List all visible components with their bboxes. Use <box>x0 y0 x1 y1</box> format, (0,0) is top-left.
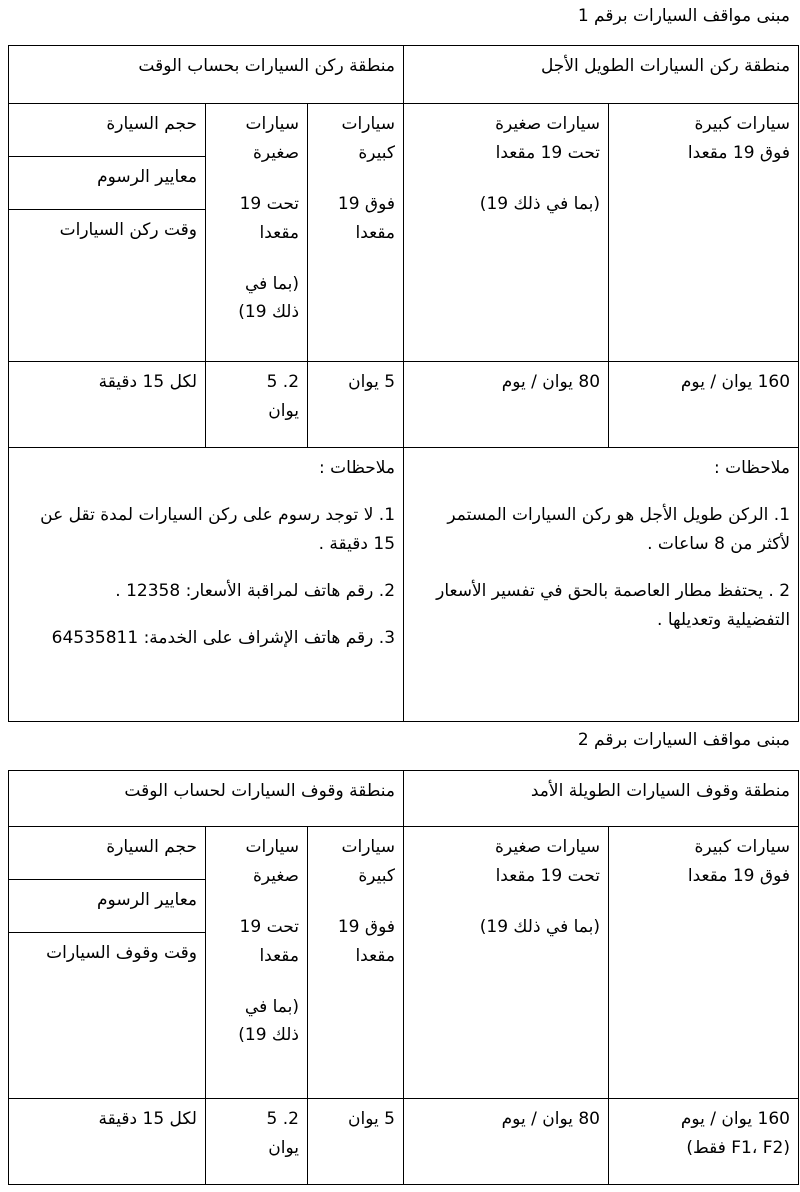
large-cars-hourly-l2: كبيرة <box>358 142 396 163</box>
notes-hourly-3: 3. رقم هاتف الإشراف على الخدمة: 64535811 <box>51 627 396 648</box>
small-cars-hourly-l2: صغيرة <box>252 865 299 886</box>
small-cars-hourly-l3: تحت 19 <box>239 916 299 937</box>
hourly-header: منطقة ركن السيارات بحساب الوقت <box>9 46 404 104</box>
price-large-long-l2: (F1، F2 فقط) <box>686 1137 790 1158</box>
price-per-time: لكل 15 دقيقة <box>9 1099 206 1185</box>
small-cars-long-incl: (بما في ذلك 19) <box>479 193 601 214</box>
large-cars-long-seats: فوق 19 مقعدا <box>687 865 790 886</box>
large-cars-hourly-l1: سيارات <box>341 837 395 857</box>
longterm-header: منطقة ركن السيارات الطويل الأجل <box>404 46 799 104</box>
notes-long <box>404 448 799 722</box>
small-cars-hourly-l2: صغيرة <box>252 142 300 163</box>
row-label-fees: معايير الرسوم <box>9 880 205 933</box>
small-cars-long-incl: (بما في ذلك 19) <box>479 916 600 937</box>
row-labels-cell <box>9 104 206 362</box>
row-label-size: حجم السيارة <box>9 104 205 157</box>
small-cars-long-seats: تحت 19 مقعدا <box>495 142 601 163</box>
small-cars-long-seats: تحت 19 مقعدا <box>495 865 600 886</box>
row-label-time: وقت وقوف السيارات <box>46 943 197 963</box>
row-labels-cell <box>9 827 206 1099</box>
hourly-header: منطقة وقوف السيارات لحساب الوقت <box>9 771 404 827</box>
notes-long-1: 1. الركن طويل الأجل هو ركن السيارات المستمر لأكثر من 8 ساعات . <box>447 504 791 554</box>
small-cars-hourly-l6: ذلك 19) <box>238 302 300 323</box>
notes-hourly-1: 1. لا توجد رسوم على ركن السيارات لمدة تقل عن 15 دقيقة . <box>40 504 396 554</box>
building1-table <box>8 45 799 722</box>
price-large-long: 160 يوان / يوم <box>609 362 799 448</box>
small-cars-long-cell <box>404 827 609 1099</box>
row-label-time: وقت ركن السيارات <box>59 220 198 240</box>
building2-title: مبنى مواقف السيارات برقم 2 <box>577 730 790 750</box>
row-label-fees: معايير الرسوم <box>9 157 205 210</box>
price-large-hourly: 5 يوان <box>308 1099 404 1185</box>
small-cars-long-label: سيارات صغيرة <box>495 837 600 857</box>
small-cars-long-cell <box>404 104 609 362</box>
large-cars-hourly-l4: مقعدا <box>355 222 396 243</box>
large-cars-hourly-l2: كبيرة <box>358 865 395 886</box>
large-cars-long-seats: فوق 19 مقعدا <box>687 142 791 163</box>
large-cars-long-cell <box>609 827 799 1099</box>
large-cars-long-label: سيارات كبيرة <box>694 114 791 134</box>
price-small-hourly-l2: يوان <box>268 400 300 421</box>
small-cars-hourly-cell <box>206 104 308 362</box>
building2-table <box>8 770 799 1185</box>
longterm-header: منطقة وقوف السيارات الطويلة الأمد <box>404 771 799 827</box>
price-large-long <box>609 1099 799 1185</box>
large-cars-hourly-l4: مقعدا <box>355 945 395 966</box>
price-small-hourly <box>206 362 308 448</box>
price-small-hourly-l1: 2. 5 <box>266 1109 299 1129</box>
price-large-hourly: 5 يوان <box>308 362 404 448</box>
notes-hourly <box>9 448 404 722</box>
notes-hourly-2: 2. رقم هاتف لمراقبة الأسعار: 12358 . <box>115 580 396 601</box>
small-cars-hourly-l4: مقعدا <box>259 222 300 243</box>
small-cars-long-label: سيارات صغيرة <box>495 114 601 134</box>
large-cars-hourly-l3: فوق 19 <box>337 193 396 214</box>
small-cars-hourly-l3: تحت 19 <box>239 193 300 214</box>
small-cars-hourly-l4: مقعدا <box>259 945 299 966</box>
large-cars-long-cell <box>609 104 799 362</box>
large-cars-hourly-l3: فوق 19 <box>337 916 395 937</box>
small-cars-hourly-l1: سيارات <box>245 114 300 134</box>
large-cars-hourly-l1: سيارات <box>341 114 396 134</box>
small-cars-hourly-l5: (بما في <box>244 273 300 294</box>
notes-long-title: ملاحظات : <box>714 458 791 478</box>
notes-long-2: 2 . يحتفظ مطار العاصمة بالحق في تفسير الأسعار التفضيلية وتعديلها . <box>436 580 791 630</box>
price-small-hourly-l1: 2. 5 <box>266 372 300 392</box>
small-cars-hourly-l5: (بما في <box>244 996 299 1017</box>
small-cars-hourly-l1: سيارات <box>245 837 299 857</box>
large-cars-long-label: سيارات كبيرة <box>694 837 790 857</box>
price-small-hourly <box>206 1099 308 1185</box>
building1-title: مبنى مواقف السيارات برقم 1 <box>577 6 790 26</box>
price-small-long: 80 يوان / يوم <box>404 1099 609 1185</box>
large-cars-hourly-cell <box>308 827 404 1099</box>
row-label-size: حجم السيارة <box>9 827 205 880</box>
price-per-time: لكل 15 دقيقة <box>9 362 206 448</box>
price-small-long: 80 يوان / يوم <box>404 362 609 448</box>
large-cars-hourly-cell <box>308 104 404 362</box>
price-large-long-l1: 160 يوان / يوم <box>680 1109 790 1129</box>
price-small-hourly-l2: يوان <box>268 1137 299 1158</box>
small-cars-hourly-cell <box>206 827 308 1099</box>
notes-hourly-title: ملاحظات : <box>319 458 396 478</box>
small-cars-hourly-l6: ذلك 19) <box>238 1025 299 1046</box>
